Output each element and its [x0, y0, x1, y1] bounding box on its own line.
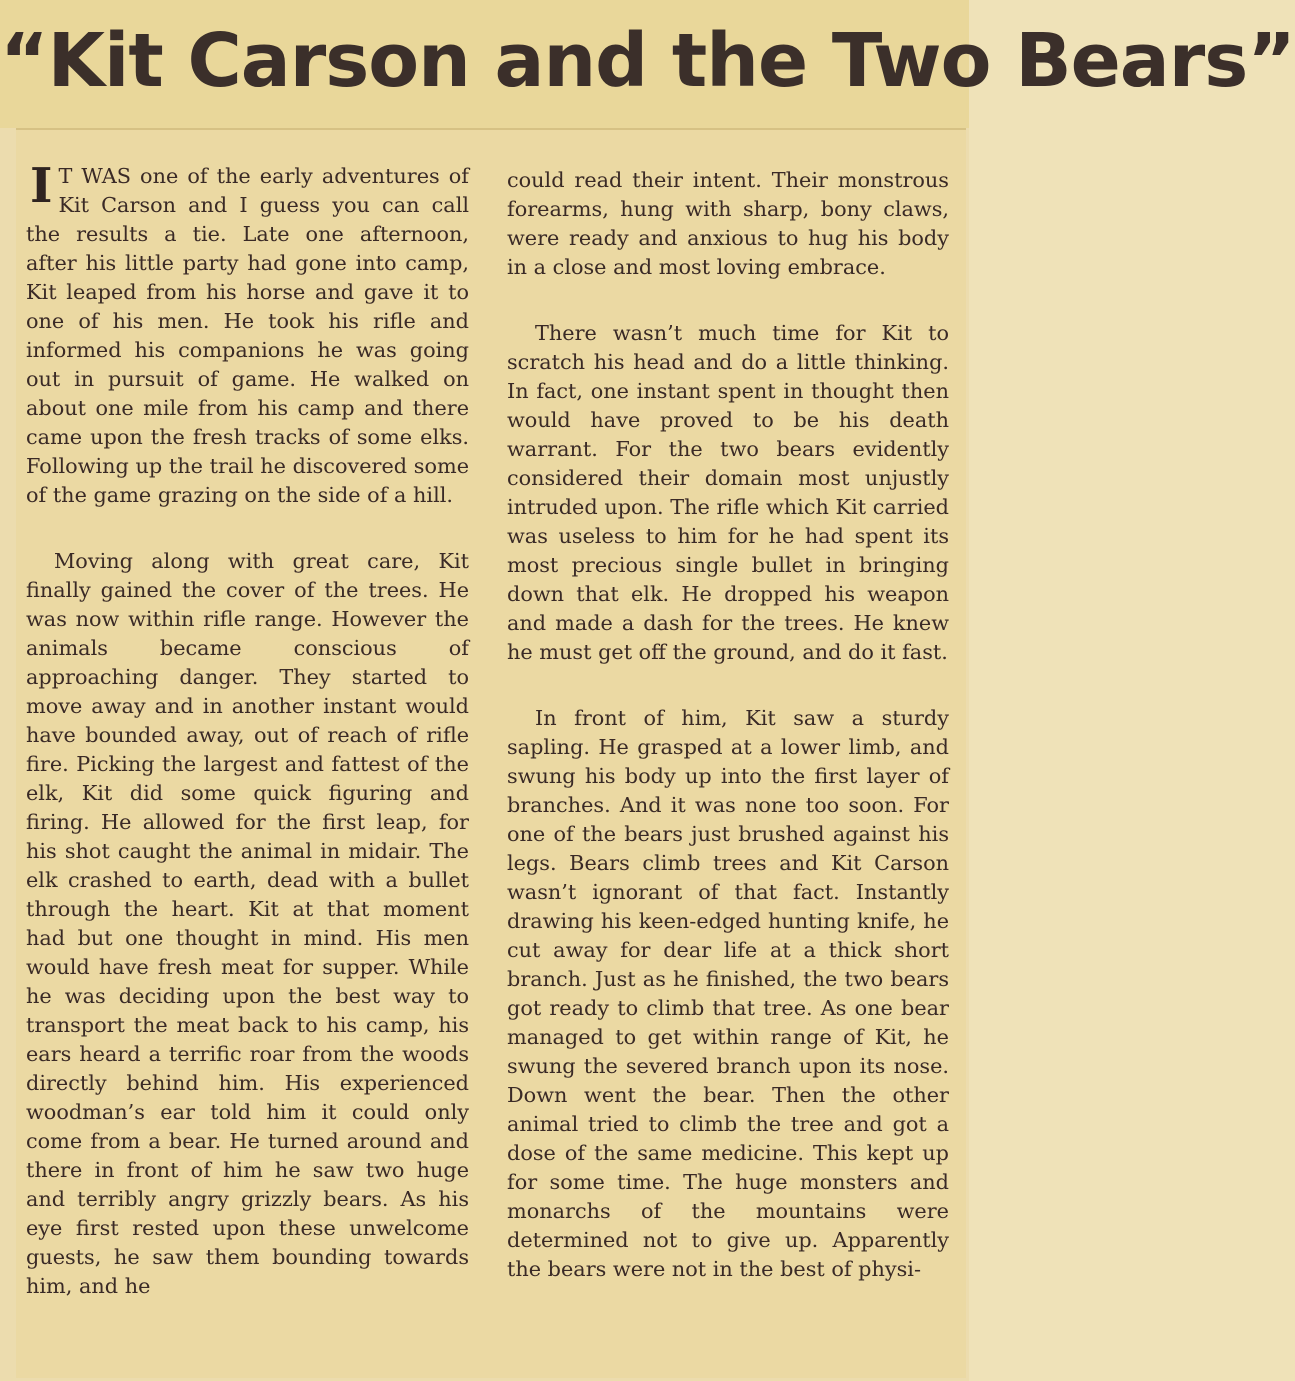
- title-band: [0, 0, 1295, 128]
- paragraph-4: There wasn’t much time for Kit to scratch his head and do a little thinking. In fact, one instant spent in thought then would have proved to be his death warrant. For the two bears evidently considered their domain most unjustly intruded upon. The rifle which Kit carried was useless to him for he had spent its most precious single bullet in bringing down that elk. He dropped his weapon and made a dash for the trees. He knew he must get off the ground, and do it fast.: [507, 321, 949, 664]
- left-column: [26, 158, 469, 1301]
- story-title: “Kit Carson and the Two Bears”: [0, 18, 1295, 104]
- paragraph-2: Moving along with great care, Kit finally gained the cover of the trees. He was now within rifle range. However the animals became conscious of approaching danger. They started to move away and in another instant would have bounded away, out of reach of rifle fire. Picking the largest and fattest of the elk, Kit did some quick figuring and firing. He allowed for the first leap, for his shot caught the animal in midair. The elk crashed to earth, dead with a bullet through the heart. Kit at that moment had but one thought in mind. His men would have fresh meat for supper. While he was deciding upon the best way to transport the meat back to his camp, his ears heard a terrific roar from the woods directly behind him. His experienced woodman’s ear told him it could only come from a bear. He turned around and there in front of him he saw two huge and terribly angry grizzly bears. As his eye first rested upon these unwelcome guests, he saw them bounding towards him, and he: [26, 549, 469, 1298]
- paragraph-5: In front of him, Kit saw a sturdy sapling. He grasped at a lower limb, and swung his body up into the first layer of branches. And it was none too soon. For one of the bears just brushed against his legs. Bears climb trees and Kit Carson wasn’t ignorant of that fact. Instantly drawing his keen-edged hunting knife, he cut away for dear life at a thick short branch. Just as he finished, the two bears got ready to climb that tree. As one bear managed to get within range of Kit, he swung the severed branch upon its nose. Down went the bear. Then the other animal tried to climb the tree and got a dose of the same medicine. This kept up for some time. The huge monsters and monarchs of the mountains were determined not to give up. Apparently the bears were not in the best of physi-: [507, 706, 949, 1281]
- text-panel: [16, 128, 966, 1378]
- paragraph-1-text: T WAS one of the early adventures of Kit Carson and I guess you can call the results a tie. Late one afternoon, after his little party had gone into camp, Kit leaped from his horse and gave it to one of his men. He took his rifle and informed his companions he was going out in pursuit of game. He walked on about one mile from his camp and there came upon the fresh tracks of some elks. Following up the trail he discovered some of the game grazing on the side of a hill.: [26, 164, 469, 507]
- paragraph-3: could read their intent. Their monstrous forearms, hung with sharp, bony claws, were ready and anxious to hug his body in a close and most loving embrace.: [507, 168, 949, 279]
- drop-cap: I: [30, 158, 53, 214]
- right-column: [507, 166, 949, 1284]
- paragraph-1: [26, 158, 469, 510]
